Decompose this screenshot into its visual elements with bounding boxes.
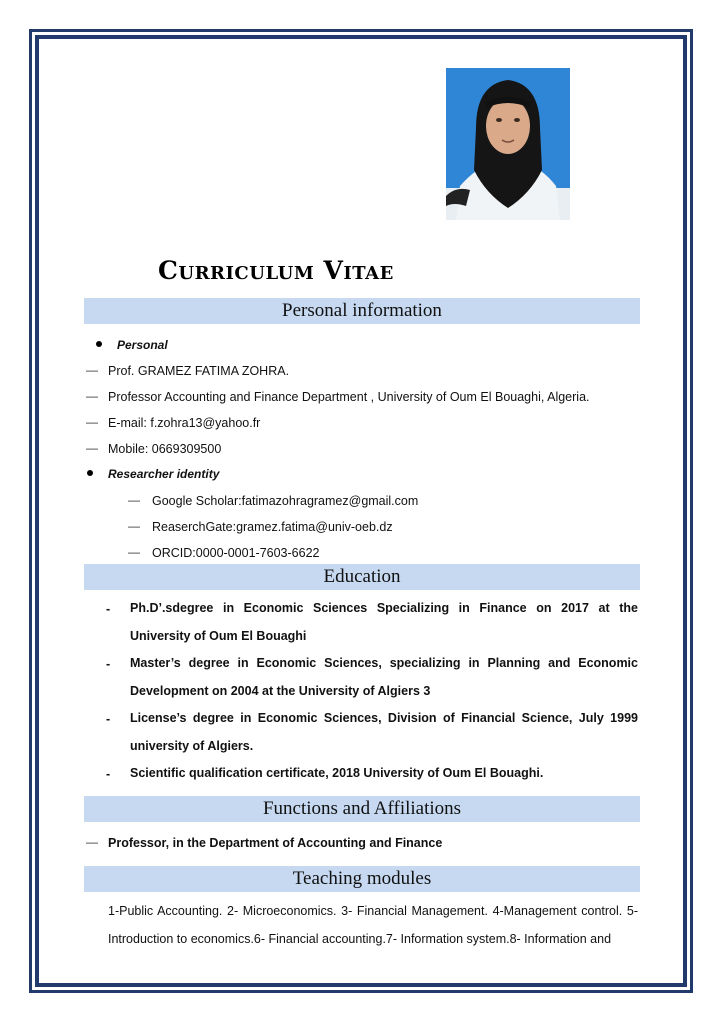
person-position: Professor Accounting and Finance Department , University of Oum El Bouaghi, Algeria. — [108, 390, 590, 404]
researcher-heading: Researcher identity — [108, 467, 220, 481]
education-item-master: Master’s degree in Economic Sciences, specializing in Planning and Economic Development on 2004 at the University of Algiers 3 — [130, 656, 638, 698]
education-item-phd: Ph.D’.sdegree in Economic Sciences Specializing in Finance on 2017 at the University of Oum El Bouaghi — [130, 601, 638, 643]
google-scholar-id[interactable]: Google Scholar:fatimazohragramez@gmail.com — [152, 494, 419, 508]
dash-icon: ― — [86, 441, 98, 455]
profile-photo — [446, 68, 570, 220]
dash-icon: ― — [128, 519, 140, 533]
dash-icon: ― — [86, 835, 98, 849]
teaching-modules-text: 1-Public Accounting. 2- Microeconomics. 3- Financial Management. 4-Management control. 5- Introduction to economics.6- Financial accounting.7- Information system.8- Information and — [108, 904, 638, 946]
dash-icon: ― — [128, 493, 140, 507]
dash-icon: - — [106, 712, 111, 726]
section-education: Education — [84, 564, 640, 590]
bullet-icon — [96, 341, 102, 347]
portrait-image — [446, 68, 570, 220]
dash-icon: ― — [128, 545, 140, 559]
function-item: Professor, in the Department of Accounting and Finance — [108, 836, 443, 850]
dash-icon: ― — [86, 415, 98, 429]
section-teaching-modules: Teaching modules — [84, 866, 640, 892]
dash-icon: ― — [86, 389, 98, 403]
education-item-qualification: Scientific qualification certificate, 2018 University of Oum El Bouaghi. — [130, 766, 544, 780]
person-name: Prof. GRAMEZ FATIMA ZOHRA. — [108, 364, 290, 378]
person-email[interactable]: E-mail: f.zohra13@yahoo.fr — [108, 416, 261, 430]
dash-icon: - — [106, 657, 111, 671]
education-item-license: License’s degree in Economic Sciences, Division of Financial Science, July 1999 university of Algiers. — [130, 711, 638, 753]
personal-heading: Personal — [117, 338, 168, 352]
orcid-id[interactable]: ORCID:0000-0001-7603-6622 — [152, 546, 320, 560]
cv-title: Curriculum Vitae — [158, 256, 394, 285]
dash-icon: - — [106, 602, 111, 616]
bullet-icon — [87, 470, 93, 476]
dash-icon: ― — [86, 363, 98, 377]
section-functions: Functions and Affiliations — [84, 796, 640, 822]
researchgate-id[interactable]: ReaserchGate:gramez.fatima@univ-oeb.dz — [152, 520, 393, 534]
person-mobile: Mobile: 0669309500 — [108, 442, 222, 456]
section-personal-information: Personal information — [84, 298, 640, 324]
dash-icon: - — [106, 767, 111, 781]
